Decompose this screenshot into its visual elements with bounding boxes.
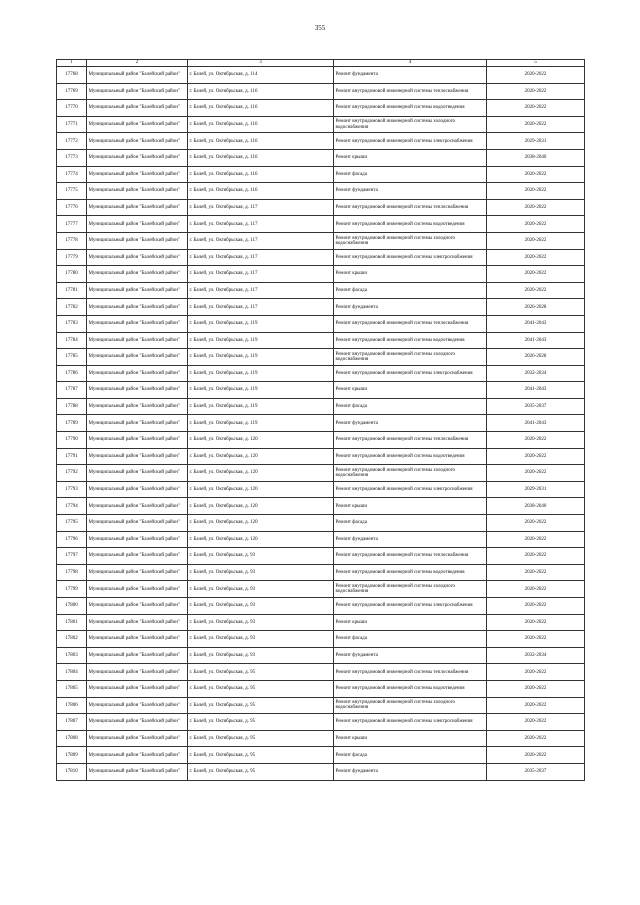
address-cell: г. Балей, ул. Октябрьская, д. 93 <box>188 647 334 664</box>
period-cell: 2035-2037 <box>487 398 585 415</box>
address-cell: г. Балей, ул. Октябрьская, д. 119 <box>188 332 334 349</box>
municipality-cell: Муниципальный район "Балейский район" <box>87 647 188 664</box>
table-row <box>57 763 585 780</box>
address-cell: г. Балей, ул. Октябрьская, д. 93 <box>188 564 334 581</box>
table-row <box>57 730 585 747</box>
row-number-cell: 17778 <box>57 232 87 249</box>
municipality-cell: Муниципальный район "Балейский район" <box>87 133 188 150</box>
table-row <box>57 481 585 498</box>
address-cell: г. Балей, ул. Октябрьская, д. 116 <box>188 183 334 200</box>
work-type-cell: Ремонт внутридомовой инженерной системы водоотведения <box>334 564 487 581</box>
municipality-cell: Муниципальный район "Балейский район" <box>87 481 188 498</box>
table-row <box>57 83 585 100</box>
period-cell: 2038-2040 <box>487 498 585 515</box>
table-row <box>57 183 585 200</box>
work-type-cell: Ремонт внутридомовой инженерной системы холодного водоснабжения <box>334 116 487 133</box>
period-cell: 2020-2022 <box>487 515 585 532</box>
municipality-cell: Муниципальный район "Балейский район" <box>87 249 188 266</box>
period-cell: 2020-2022 <box>487 232 585 249</box>
work-type-cell: Ремонт внутридомовой инженерной системы электроснабжения <box>334 365 487 382</box>
work-type-cell: Ремонт фасада <box>334 166 487 183</box>
header-cell: 3 <box>188 60 334 67</box>
period-cell: 2020-2022 <box>487 680 585 697</box>
row-number-cell: 17795 <box>57 515 87 532</box>
row-number-cell: 17775 <box>57 183 87 200</box>
period-cell: 2020-2022 <box>487 614 585 631</box>
municipality-cell: Муниципальный район "Балейский район" <box>87 315 188 332</box>
period-cell: 2020-2022 <box>487 531 585 548</box>
period-cell: 2020-2022 <box>487 100 585 117</box>
address-cell: г. Балей, ул. Октябрьская, д. 117 <box>188 232 334 249</box>
period-cell: 2041-2043 <box>487 382 585 399</box>
row-number-cell: 17783 <box>57 315 87 332</box>
period-cell: 2041-2043 <box>487 332 585 349</box>
header-cell: 5 <box>487 60 585 67</box>
work-type-cell: Ремонт внутридомовой инженерной системы водоотведения <box>334 448 487 465</box>
municipality-cell: Муниципальный район "Балейский район" <box>87 498 188 515</box>
municipality-cell: Муниципальный район "Балейский район" <box>87 199 188 216</box>
period-cell: 2020-2022 <box>487 664 585 681</box>
period-cell: 2020-2022 <box>487 166 585 183</box>
work-type-cell: Ремонт внутридомовой инженерной системы водоотведения <box>334 332 487 349</box>
work-type-cell: Ремонт фасада <box>334 515 487 532</box>
address-cell: г. Балей, ул. Октябрьская, д. 116 <box>188 133 334 150</box>
period-cell: 2020-2022 <box>487 216 585 233</box>
row-number-cell: 17784 <box>57 332 87 349</box>
work-type-cell: Ремонт внутридомовой инженерной системы холодного водоснабжения <box>334 581 487 598</box>
header-cell: 2 <box>87 60 188 67</box>
address-cell: г. Балей, ул. Октябрьская, д. 93 <box>188 614 334 631</box>
address-cell: г. Балей, ул. Октябрьская, д. 119 <box>188 382 334 399</box>
municipality-cell: Муниципальный район "Балейский район" <box>87 714 188 731</box>
row-number-cell: 17776 <box>57 199 87 216</box>
municipality-cell: Муниципальный район "Балейский район" <box>87 730 188 747</box>
work-type-cell: Ремонт крыши <box>334 498 487 515</box>
work-type-cell: Ремонт внутридомовой инженерной системы теплоснабжения <box>334 199 487 216</box>
row-number-cell: 17779 <box>57 249 87 266</box>
address-cell: г. Балей, ул. Октябрьская, д. 117 <box>188 299 334 316</box>
period-cell: 2035-2037 <box>487 763 585 780</box>
work-type-cell: Ремонт фундамента <box>334 67 487 84</box>
period-cell: 2020-2022 <box>487 631 585 648</box>
row-number-cell: 17772 <box>57 133 87 150</box>
address-cell: г. Балей, ул. Октябрьская, д. 95 <box>188 664 334 681</box>
period-cell: 2020-2022 <box>487 714 585 731</box>
row-number-cell: 17792 <box>57 465 87 482</box>
address-cell: г. Балей, ул. Октябрьская, д. 119 <box>188 349 334 366</box>
row-number-cell: 17785 <box>57 349 87 366</box>
period-cell: 2020-2022 <box>487 747 585 764</box>
address-cell: г. Балей, ул. Октябрьская, д. 119 <box>188 365 334 382</box>
address-cell: г. Балей, ул. Октябрьская, д. 119 <box>188 398 334 415</box>
period-cell: 2026-2028 <box>487 349 585 366</box>
address-cell: г. Балей, ул. Октябрьская, д. 93 <box>188 581 334 598</box>
address-cell: г. Балей, ул. Октябрьская, д. 119 <box>188 315 334 332</box>
address-cell: г. Балей, ул. Октябрьская, д. 120 <box>188 465 334 482</box>
address-cell: г. Балей, ул. Октябрьская, д. 95 <box>188 763 334 780</box>
row-number-cell: 17808 <box>57 730 87 747</box>
work-type-cell: Ремонт фундамента <box>334 415 487 432</box>
work-type-cell: Ремонт фундамента <box>334 647 487 664</box>
table-row <box>57 448 585 465</box>
period-cell: 2020-2022 <box>487 730 585 747</box>
period-cell: 2020-2022 <box>487 249 585 266</box>
work-type-cell: Ремонт внутридомовой инженерной системы теплоснабжения <box>334 664 487 681</box>
municipality-cell: Муниципальный район "Балейский район" <box>87 548 188 565</box>
row-number-cell: 17790 <box>57 432 87 449</box>
municipality-cell: Муниципальный район "Балейский район" <box>87 697 188 714</box>
row-number-cell: 17803 <box>57 647 87 664</box>
table-row <box>57 199 585 216</box>
table-row <box>57 581 585 598</box>
work-type-cell: Ремонт фасада <box>334 631 487 648</box>
row-number-cell: 17794 <box>57 498 87 515</box>
work-type-cell: Ремонт внутридомовой инженерной системы электроснабжения <box>334 249 487 266</box>
address-cell: г. Балей, ул. Октябрьская, д. 120 <box>188 515 334 532</box>
header-row <box>57 60 585 67</box>
table-row <box>57 282 585 299</box>
period-cell: 2041-2043 <box>487 415 585 432</box>
address-cell: г. Балей, ул. Октябрьская, д. 116 <box>188 166 334 183</box>
work-type-cell: Ремонт фасада <box>334 282 487 299</box>
table-row <box>57 299 585 316</box>
table-row <box>57 382 585 399</box>
municipality-cell: Муниципальный район "Балейский район" <box>87 332 188 349</box>
work-type-cell: Ремонт фундамента <box>334 183 487 200</box>
period-cell: 2041-2043 <box>487 315 585 332</box>
address-cell: г. Балей, ул. Октябрьская, д. 117 <box>188 266 334 283</box>
period-cell: 2020-2022 <box>487 548 585 565</box>
municipality-cell: Муниципальный район "Балейский район" <box>87 365 188 382</box>
row-number-cell: 17807 <box>57 714 87 731</box>
row-number-cell: 17774 <box>57 166 87 183</box>
address-cell: г. Балей, ул. Октябрьская, д. 116 <box>188 100 334 117</box>
table-row <box>57 67 585 84</box>
row-number-cell: 17777 <box>57 216 87 233</box>
table-row <box>57 697 585 714</box>
table-row <box>57 315 585 332</box>
period-cell: 2026-2028 <box>487 299 585 316</box>
municipality-cell: Муниципальный район "Балейский район" <box>87 349 188 366</box>
address-cell: г. Балей, ул. Октябрьская, д. 116 <box>188 83 334 100</box>
table-row <box>57 133 585 150</box>
row-number-cell: 17809 <box>57 747 87 764</box>
table-row <box>57 647 585 664</box>
register-body <box>57 60 585 781</box>
table-row <box>57 747 585 764</box>
table-row <box>57 166 585 183</box>
address-cell: г. Балей, ул. Октябрьская, д. 95 <box>188 697 334 714</box>
row-number-cell: 17802 <box>57 631 87 648</box>
address-cell: г. Балей, ул. Октябрьская, д. 119 <box>188 415 334 432</box>
work-type-cell: Ремонт внутридомовой инженерной системы теплоснабжения <box>334 432 487 449</box>
row-number-cell: 17780 <box>57 266 87 283</box>
work-type-cell: Ремонт внутридомовой инженерной системы холодного водоснабжения <box>334 232 487 249</box>
address-cell: г. Балей, ул. Октябрьская, д. 93 <box>188 631 334 648</box>
work-type-cell: Ремонт крыши <box>334 266 487 283</box>
table-row <box>57 714 585 731</box>
period-cell: 2020-2022 <box>487 581 585 598</box>
work-type-cell: Ремонт фундамента <box>334 763 487 780</box>
table-row <box>57 216 585 233</box>
address-cell: г. Балей, ул. Октябрьская, д. 120 <box>188 481 334 498</box>
address-cell: г. Балей, ул. Октябрьская, д. 116 <box>188 116 334 133</box>
row-number-cell: 17787 <box>57 382 87 399</box>
table-row <box>57 614 585 631</box>
address-cell: г. Балей, ул. Октябрьская, д. 120 <box>188 432 334 449</box>
table-row <box>57 332 585 349</box>
municipality-cell: Муниципальный район "Балейский район" <box>87 432 188 449</box>
row-number-cell: 17781 <box>57 282 87 299</box>
row-number-cell: 17791 <box>57 448 87 465</box>
row-number-cell: 17788 <box>57 398 87 415</box>
municipality-cell: Муниципальный район "Балейский район" <box>87 598 188 615</box>
period-cell: 2020-2022 <box>487 116 585 133</box>
municipality-cell: Муниципальный район "Балейский район" <box>87 747 188 764</box>
municipality-cell: Муниципальный район "Балейский район" <box>87 232 188 249</box>
table-row <box>57 149 585 166</box>
work-type-cell: Ремонт крыши <box>334 382 487 399</box>
address-cell: г. Балей, ул. Октябрьская, д. 93 <box>188 598 334 615</box>
municipality-cell: Муниципальный район "Балейский район" <box>87 581 188 598</box>
header-cell: 4 <box>334 60 487 67</box>
address-cell: г. Балей, ул. Октябрьская, д. 116 <box>188 149 334 166</box>
row-number-cell: 17773 <box>57 149 87 166</box>
period-cell: 2029-2031 <box>487 481 585 498</box>
table-row <box>57 680 585 697</box>
municipality-cell: Муниципальный район "Балейский район" <box>87 631 188 648</box>
address-cell: г. Балей, ул. Октябрьская, д. 117 <box>188 199 334 216</box>
row-number-cell: 17786 <box>57 365 87 382</box>
address-cell: г. Балей, ул. Октябрьская, д. 95 <box>188 730 334 747</box>
row-number-cell: 17805 <box>57 680 87 697</box>
header-cell: 1 <box>57 60 87 67</box>
work-type-cell: Ремонт фундамента <box>334 531 487 548</box>
work-type-cell: Ремонт внутридомовой инженерной системы холодного водоснабжения <box>334 349 487 366</box>
row-number-cell: 17800 <box>57 598 87 615</box>
work-type-cell: Ремонт фасада <box>334 398 487 415</box>
municipality-cell: Муниципальный район "Балейский район" <box>87 216 188 233</box>
period-cell: 2020-2022 <box>487 83 585 100</box>
row-number-cell: 17768 <box>57 67 87 84</box>
address-cell: г. Балей, ул. Октябрьская, д. 117 <box>188 282 334 299</box>
municipality-cell: Муниципальный район "Балейский район" <box>87 116 188 133</box>
work-type-cell: Ремонт крыши <box>334 614 487 631</box>
table-row <box>57 100 585 117</box>
table-row <box>57 415 585 432</box>
table-row <box>57 365 585 382</box>
work-type-cell: Ремонт внутридомовой инженерной системы электроснабжения <box>334 598 487 615</box>
work-type-cell: Ремонт фундамента <box>334 299 487 316</box>
row-number-cell: 17804 <box>57 664 87 681</box>
municipality-cell: Муниципальный район "Балейский район" <box>87 100 188 117</box>
address-cell: г. Балей, ул. Октябрьская, д. 93 <box>188 548 334 565</box>
municipality-cell: Муниципальный район "Балейский район" <box>87 299 188 316</box>
address-cell: г. Балей, ул. Октябрьская, д. 120 <box>188 531 334 548</box>
row-number-cell: 17798 <box>57 564 87 581</box>
row-number-cell: 17769 <box>57 83 87 100</box>
period-cell: 2029-2031 <box>487 133 585 150</box>
address-cell: г. Балей, ул. Октябрьская, д. 114 <box>188 67 334 84</box>
work-type-cell: Ремонт фасада <box>334 747 487 764</box>
municipality-cell: Муниципальный район "Балейский район" <box>87 448 188 465</box>
table-row <box>57 266 585 283</box>
row-number-cell: 17793 <box>57 481 87 498</box>
work-type-cell: Ремонт внутридомовой инженерной системы теплоснабжения <box>334 315 487 332</box>
period-cell: 2020-2022 <box>487 282 585 299</box>
table-row <box>57 116 585 133</box>
municipality-cell: Муниципальный район "Балейский район" <box>87 266 188 283</box>
period-cell: 2020-2022 <box>487 465 585 482</box>
row-number-cell: 17782 <box>57 299 87 316</box>
row-number-cell: 17806 <box>57 697 87 714</box>
work-type-cell: Ремонт внутридомовой инженерной системы водоотведения <box>334 216 487 233</box>
period-cell: 2020-2022 <box>487 697 585 714</box>
municipality-cell: Муниципальный район "Балейский район" <box>87 398 188 415</box>
municipality-cell: Муниципальный район "Балейский район" <box>87 614 188 631</box>
work-type-cell: Ремонт внутридомовой инженерной системы электроснабжения <box>334 133 487 150</box>
municipality-cell: Муниципальный район "Балейский район" <box>87 382 188 399</box>
table-row <box>57 398 585 415</box>
period-cell: 2032-2034 <box>487 647 585 664</box>
municipality-cell: Муниципальный район "Балейский район" <box>87 465 188 482</box>
address-cell: г. Балей, ул. Октябрьская, д. 120 <box>188 498 334 515</box>
period-cell: 2032-2034 <box>487 365 585 382</box>
municipality-cell: Муниципальный район "Балейский район" <box>87 680 188 697</box>
table-row <box>57 249 585 266</box>
municipality-cell: Муниципальный район "Балейский район" <box>87 166 188 183</box>
work-type-cell: Ремонт крыши <box>334 730 487 747</box>
row-number-cell: 17799 <box>57 581 87 598</box>
address-cell: г. Балей, ул. Октябрьская, д. 117 <box>188 249 334 266</box>
row-number-cell: 17771 <box>57 116 87 133</box>
period-cell: 2020-2022 <box>487 183 585 200</box>
work-type-cell: Ремонт внутридомовой инженерной системы холодного водоснабжения <box>334 465 487 482</box>
table-row <box>57 432 585 449</box>
table-row <box>57 548 585 565</box>
address-cell: г. Балей, ул. Октябрьская, д. 120 <box>188 448 334 465</box>
municipality-cell: Муниципальный район "Балейский район" <box>87 515 188 532</box>
period-cell: 2020-2022 <box>487 266 585 283</box>
table-row <box>57 465 585 482</box>
work-type-cell: Ремонт внутридомовой инженерной системы водоотведения <box>334 680 487 697</box>
row-number-cell: 17789 <box>57 415 87 432</box>
municipality-cell: Муниципальный район "Балейский район" <box>87 664 188 681</box>
municipality-cell: Муниципальный район "Балейский район" <box>87 83 188 100</box>
table-row <box>57 664 585 681</box>
municipality-cell: Муниципальный район "Балейский район" <box>87 183 188 200</box>
period-cell: 2020-2022 <box>487 448 585 465</box>
work-type-cell: Ремонт внутридомовой инженерной системы электроснабжения <box>334 714 487 731</box>
municipality-cell: Муниципальный район "Балейский район" <box>87 415 188 432</box>
municipality-cell: Муниципальный район "Балейский район" <box>87 282 188 299</box>
municipality-cell: Муниципальный район "Балейский район" <box>87 763 188 780</box>
work-type-cell: Ремонт крыши <box>334 149 487 166</box>
register-table <box>56 59 585 781</box>
municipality-cell: Муниципальный район "Балейский район" <box>87 564 188 581</box>
table-row <box>57 531 585 548</box>
row-number-cell: 17796 <box>57 531 87 548</box>
table-row <box>57 498 585 515</box>
work-type-cell: Ремонт внутридомовой инженерной системы теплоснабжения <box>334 548 487 565</box>
municipality-cell: Муниципальный район "Балейский район" <box>87 149 188 166</box>
row-number-cell: 17770 <box>57 100 87 117</box>
row-number-cell: 17810 <box>57 763 87 780</box>
municipality-cell: Муниципальный район "Балейский район" <box>87 67 188 84</box>
row-number-cell: 17797 <box>57 548 87 565</box>
address-cell: г. Балей, ул. Октябрьская, д. 95 <box>188 747 334 764</box>
period-cell: 2020-2022 <box>487 598 585 615</box>
row-number-cell: 17801 <box>57 614 87 631</box>
table-row <box>57 349 585 366</box>
table-row <box>57 232 585 249</box>
table-row <box>57 631 585 648</box>
work-type-cell: Ремонт внутридомовой инженерной системы электроснабжения <box>334 481 487 498</box>
work-type-cell: Ремонт внутридомовой инженерной системы холодного водоснабжения <box>334 697 487 714</box>
table-row <box>57 564 585 581</box>
page-number: 355 <box>314 24 326 32</box>
table-row <box>57 515 585 532</box>
address-cell: г. Балей, ул. Октябрьская, д. 117 <box>188 216 334 233</box>
period-cell: 2020-2022 <box>487 432 585 449</box>
address-cell: г. Балей, ул. Октябрьская, д. 95 <box>188 714 334 731</box>
table-row <box>57 598 585 615</box>
period-cell: 2020-2022 <box>487 199 585 216</box>
work-type-cell: Ремонт внутридомовой инженерной системы водоотведения <box>334 100 487 117</box>
address-cell: г. Балей, ул. Октябрьская, д. 95 <box>188 680 334 697</box>
period-cell: 2020-2022 <box>487 564 585 581</box>
municipality-cell: Муниципальный район "Балейский район" <box>87 531 188 548</box>
work-type-cell: Ремонт внутридомовой инженерной системы теплоснабжения <box>334 83 487 100</box>
period-cell: 2020-2022 <box>487 67 585 84</box>
period-cell: 2038-2040 <box>487 149 585 166</box>
